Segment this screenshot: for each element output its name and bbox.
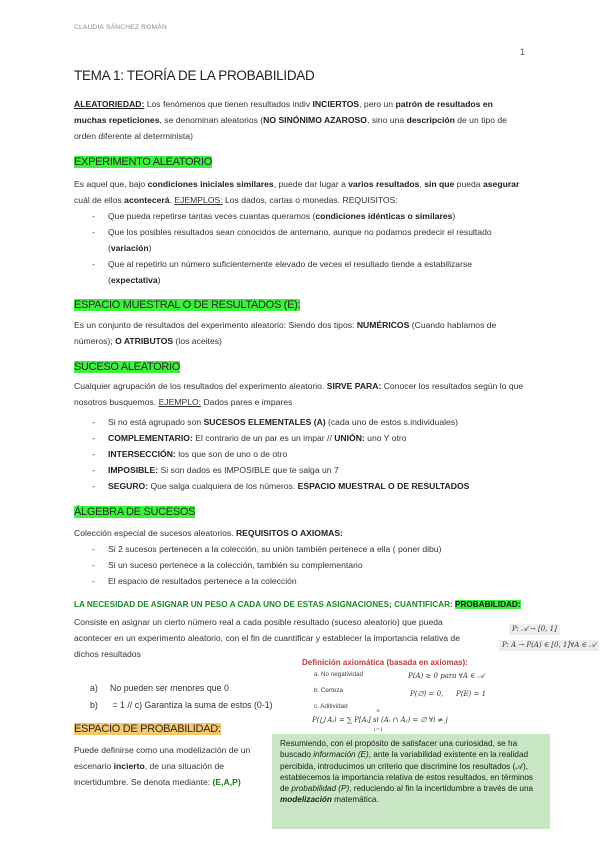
axiom-label: c. Aditividad [314,703,348,710]
list-item: - Que al repetirlo un número suficientemente elevado de veces el resultado tiende a estabilizarse (expectativa) [82,256,526,288]
experimento-paragraph: Es aquel que, bajo condiciones iniciales similares, puede dar lugar a varios resultados, sin que pueda asegurar cuál de ellos acontecerá. EJEMPLOS: Los dados, cartas o monedas. REQUISITOS: [74,179,520,205]
list-item: - IMPOSIBLE: Si son dados es IMPOSIBLE que te salga un 7 [82,462,526,478]
axiom-eq-certeza: P(E) = 1 [456,690,487,698]
espacio-muestral-paragraph: Es un conjunto de resultados del experimento aleatorio: Siendo dos tipos: NUMÉRICOS (Cuando hablamos de números); O ATRIBUTOS (los aceites) [74,320,497,346]
algebra-heading: ÁLGEBRA DE SUCESOS [74,506,196,518]
list-item: - SEGURO: Que salga cualquiera de los números. ESPACIO MUESTRAL O DE RESULTADOS [82,478,526,494]
list-item: - COMPLEMENTARIO: El contrario de un par es un impar // UNIÓN: uno Y otro [82,430,526,446]
axiom-label: a. No negatividad [314,671,364,678]
espacio-muestral-heading: ESPACIO MUESTRAL O DE RESULTADOS (E): [74,299,301,311]
list-item: b) = 1 // c) Garantiza la suma de estos (0-1) [90,700,273,710]
experimento-heading: EXPERIMENTO ALEATORIO [74,156,212,168]
formula-mapping-full: P: A → P(A) ∈ [0, 1]∀A ∈ 𝒜 [499,640,599,651]
list-item: - Que pueda repetirse tantas veces cuantas queramos (condiciones idénticas o similares) [82,208,526,224]
list-item: - Si no está agrupado son SUCESOS ELEMENTALES (A) (cada uno de estos s.individuales) [82,414,526,430]
axiom-eq-sub: i=1 [374,727,383,733]
aleatoriedad-term: ALEATORIEDAD: [74,99,145,109]
author-header: CLAUDIA SÁNCHEZ ROMÁN [74,24,167,31]
axiom-eq-sup: ∞ [376,708,381,714]
suceso-paragraph: Cualquier agrupación de los resultados del experimento aleatorio. SIRVE PARA: Conocer los resultados según lo que nosotros busquemos. EJEMPLO: Dados pares e impares [74,381,524,407]
definicion-axiomatica-title: Definición axiomática (basada en axiomas): [302,658,468,667]
resumen-box: Resumiendo, con el propósito de satisfacer una curiosidad, se ha buscado información (E), ante la variabilidad existente en la realidad percibida, introducimos un criterio que discrimine los resultados (𝒜), establecemos la importancia relativa de estos resultados, en términos de probabilidad (P), reduciendo al fin la incertidumbre a través de una modelización matemática. [272,734,550,829]
page-number: 1 [520,47,526,57]
suceso-heading: SUCESO ALEATORIO [74,361,181,373]
algebra-axiomas-list [82,541,526,589]
list-item: - Si un suceso pertenece a la colección, también su complementario [82,557,526,573]
experimento-requisitos-list [82,208,526,288]
suceso-tipos-list [82,414,526,494]
page-title: TEMA 1: TEORÍA DE LA PROBABILIDAD [74,68,315,83]
aleatoriedad-paragraph: ALEATORIEDAD: Los fenómenos que tienen resultados indiv INCIERTOS, pero un patrón de resultados en muchas repeticiones, se denominan aleatorios (NO SINÓNIMO AZAROSO, sino una descripción de un tipo de orden diferente al determinista) [74,99,507,141]
list-item: - Si 2 sucesos pertenecen a la colección, su unión también pertenece a ella ( poner dibu) [82,541,526,557]
list-item: - El espacio de resultados pertenece a la colección [82,573,526,589]
axiom-eq-aditividad: P(⋃ Aᵢ) = ∑ P[Aᵢ] si (Aᵢ ∩ Aⱼ) = ∅ ∀i ≠ j [312,716,448,724]
probabilidad-list [90,680,273,714]
necesidad-paragraph: Consiste en asignar un cierto número real a cada posible resultado (suceso aleatorio) que pueda acontecer en un experimento aleatorio, con el fin de cuantificar y establecer la importancia relativa de dichos resultados [74,617,460,659]
list-item: - INTERSECCIÓN: los que son de uno o de otro [82,446,526,462]
formula-mapping: P: 𝒜 → [0, 1] [509,624,560,635]
list-item: - Que los posibles resultados sean conocidos de antemano, aunque no podamos predecir el resultado (variación) [82,224,526,256]
axiom-eq-no-negatividad: P(A) ≥ 0 para ∀A ∈ 𝒜 [408,672,485,680]
necesidad-heading: LA NECESIDAD DE ASIGNAR UN PESO A CADA UNO DE ESTAS ASIGNACIONES; CUANTIFICAR: PROBABILIDAD: [74,600,521,609]
list-item: a) No pueden ser menores que 0 [90,683,229,693]
axiom-label: b. Certeza [314,687,344,694]
espacio-probabilidad-heading: ESPACIO DE PROBABILIDAD: [74,723,221,735]
espacio-probabilidad-paragraph: Puede definirse como una modelización de un escenario incierto, de una situación de incertidumbre. Se denota mediante: (E,A,P) [74,745,251,787]
axiom-eq-vacio: P(∅) = 0, [410,690,444,698]
algebra-paragraph: Colección especial de sucesos aleatorios. REQUISITOS O AXIOMAS: [74,528,343,538]
